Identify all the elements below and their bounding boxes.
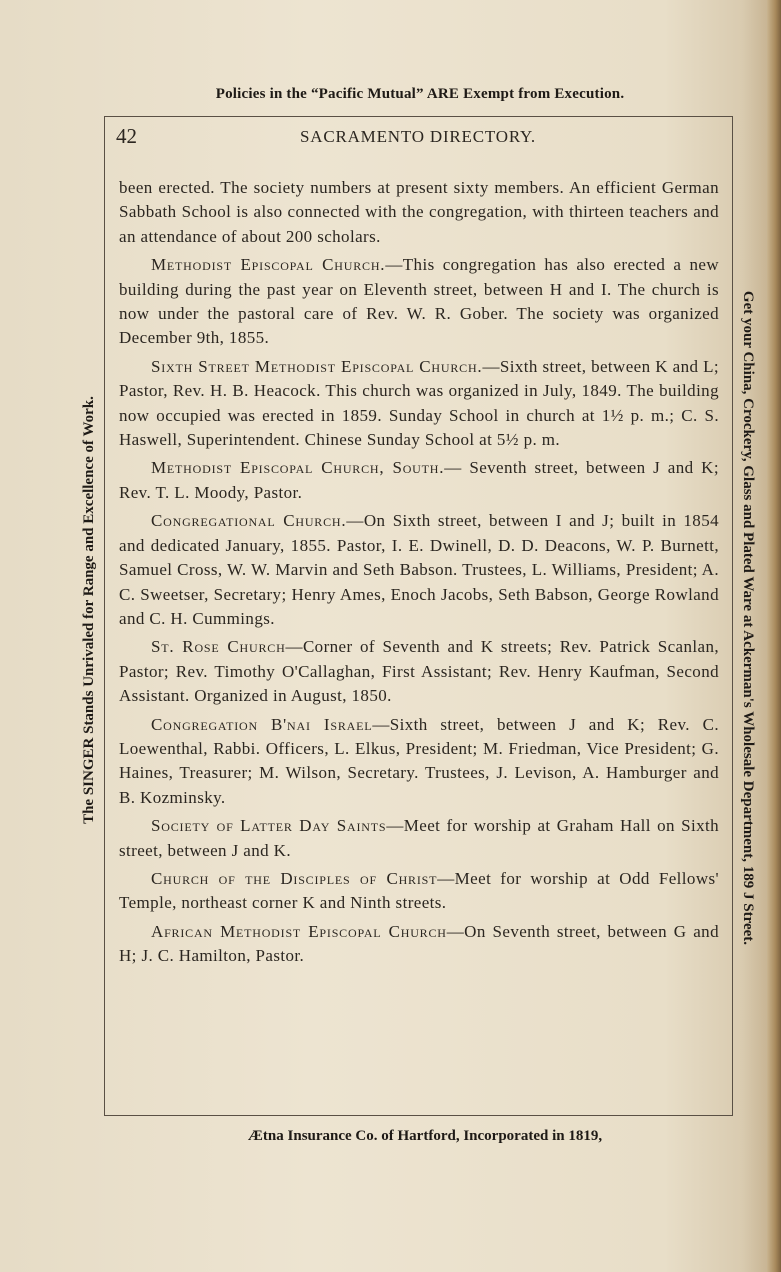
entry-heading: Sixth Street Methodist Episcopal Church. xyxy=(151,356,483,376)
entry-text: —This congregation has also erected a new building during the past year on Eleventh street, between H and I. The church is now under the pastoral care of Rev. W. R. Gober. The society was organized December 9th, 1855. xyxy=(119,255,719,348)
entry-heading: Congregational Church. xyxy=(151,511,347,531)
right-advertisement: Get your China, Crockery, Glass and Plated Ware at Ackerman's Wholesale Department, 189 J Street. xyxy=(740,290,756,946)
paragraph-text: been erected. The society numbers at present sixty members. An efficient German Sabbath School is also connected with the congregation, with thirteen teachers and an attendance of about 200 scholars. xyxy=(119,178,719,246)
entry-text: — Seventh street, between J and K; Rev. T. L. Moody, Pastor. xyxy=(119,458,719,502)
entry-heading: African Methodist Episcopal Church xyxy=(151,921,447,941)
entry-latter-day-saints xyxy=(119,814,719,863)
entry-text: —Corner of Seventh and K streets; Rev. Patrick Scanlan, Pastor; Rev. Timothy O'Callaghan, First Assistant; Rev. Henry Kaufman, Second Assistant. Organized in August, 1850. xyxy=(119,637,720,706)
paragraph-continuation xyxy=(119,176,719,249)
entry-heading: Church of the Disciples of Christ xyxy=(151,868,438,888)
entry-text: —Sixth street, between K and L; Pastor, Rev. H. B. Heacock. This church was organized in July, 1849. The building now occupied was erected in 1859. Sunday School in church at 1½ p. m.; C. S. Haswell, Superintendent. Chinese Sunday School at 5½ p. m. xyxy=(119,356,719,450)
entry-text: —Meet for worship at Odd Fellows' Temple, northeast corner K and Ninth streets. xyxy=(119,868,719,913)
entry-heading: St. Rose Church xyxy=(151,637,286,657)
bottom-advertisement: Ætna Insurance Co. of Hartford, Incorporated in 1819, xyxy=(247,1128,603,1144)
entry-text: —Sixth street, between J and K; Rev. C. Loewenthal, Rabbi. Officers, L. Elkus, President; M. Friedman, Vice President; G. Haines, Treasurer; M. Wilson, Secretary. Trustees, J. Levison, A. Hamburger and B. Kozminsky. xyxy=(119,714,720,807)
entry-methodist-south xyxy=(119,456,719,505)
entry-text: —Meet for worship at Graham Hall on Sixth street, between J and K. xyxy=(119,816,719,860)
entry-heading: Methodist Episcopal Church, South. xyxy=(151,458,445,478)
entry-text: —On Seventh street, between G and H; J. C. Hamilton, Pastor. xyxy=(119,921,719,966)
entry-heading: Methodist Episcopal Church. xyxy=(151,255,386,275)
directory-content xyxy=(119,176,719,973)
running-head: SACRAMENTO DIRECTORY. xyxy=(300,127,536,146)
left-advertisement: The SINGER Stands Unrivaled for Range and Excellence of Work. xyxy=(81,396,97,824)
entry-bnai-israel xyxy=(119,713,719,811)
entry-heading: Society of Latter Day Saints xyxy=(151,816,387,836)
entry-sixth-street-methodist xyxy=(119,355,719,453)
page-number: 42 xyxy=(116,124,137,148)
page-edge xyxy=(767,0,781,1272)
entry-methodist-episcopal xyxy=(119,253,719,351)
entry-african-methodist xyxy=(119,920,719,969)
entry-congregational xyxy=(119,509,719,631)
entry-text: —On Sixth street, between I and J; built in 1854 and dedicated January, 1855. Pastor, I. E. Dwinell, D. D. Deacons, W. P. Burnett, Samuel Cross, W. W. Marvin and Seth Babson. Trustees, L. Williams, President; A. C. Sweetser, Secretary; Henry Ames, Enoch Jacobs, Seth Babson, George Rowland and C. H. Cummings. xyxy=(119,511,719,628)
entry-disciples-of-christ xyxy=(119,867,719,916)
top-advertisement: Policies in the “Pacific Mutual” ARE Exempt from Execution. xyxy=(215,86,625,102)
entry-heading: Congregation B'nai Israel xyxy=(151,714,373,734)
entry-st-rose xyxy=(119,635,719,708)
